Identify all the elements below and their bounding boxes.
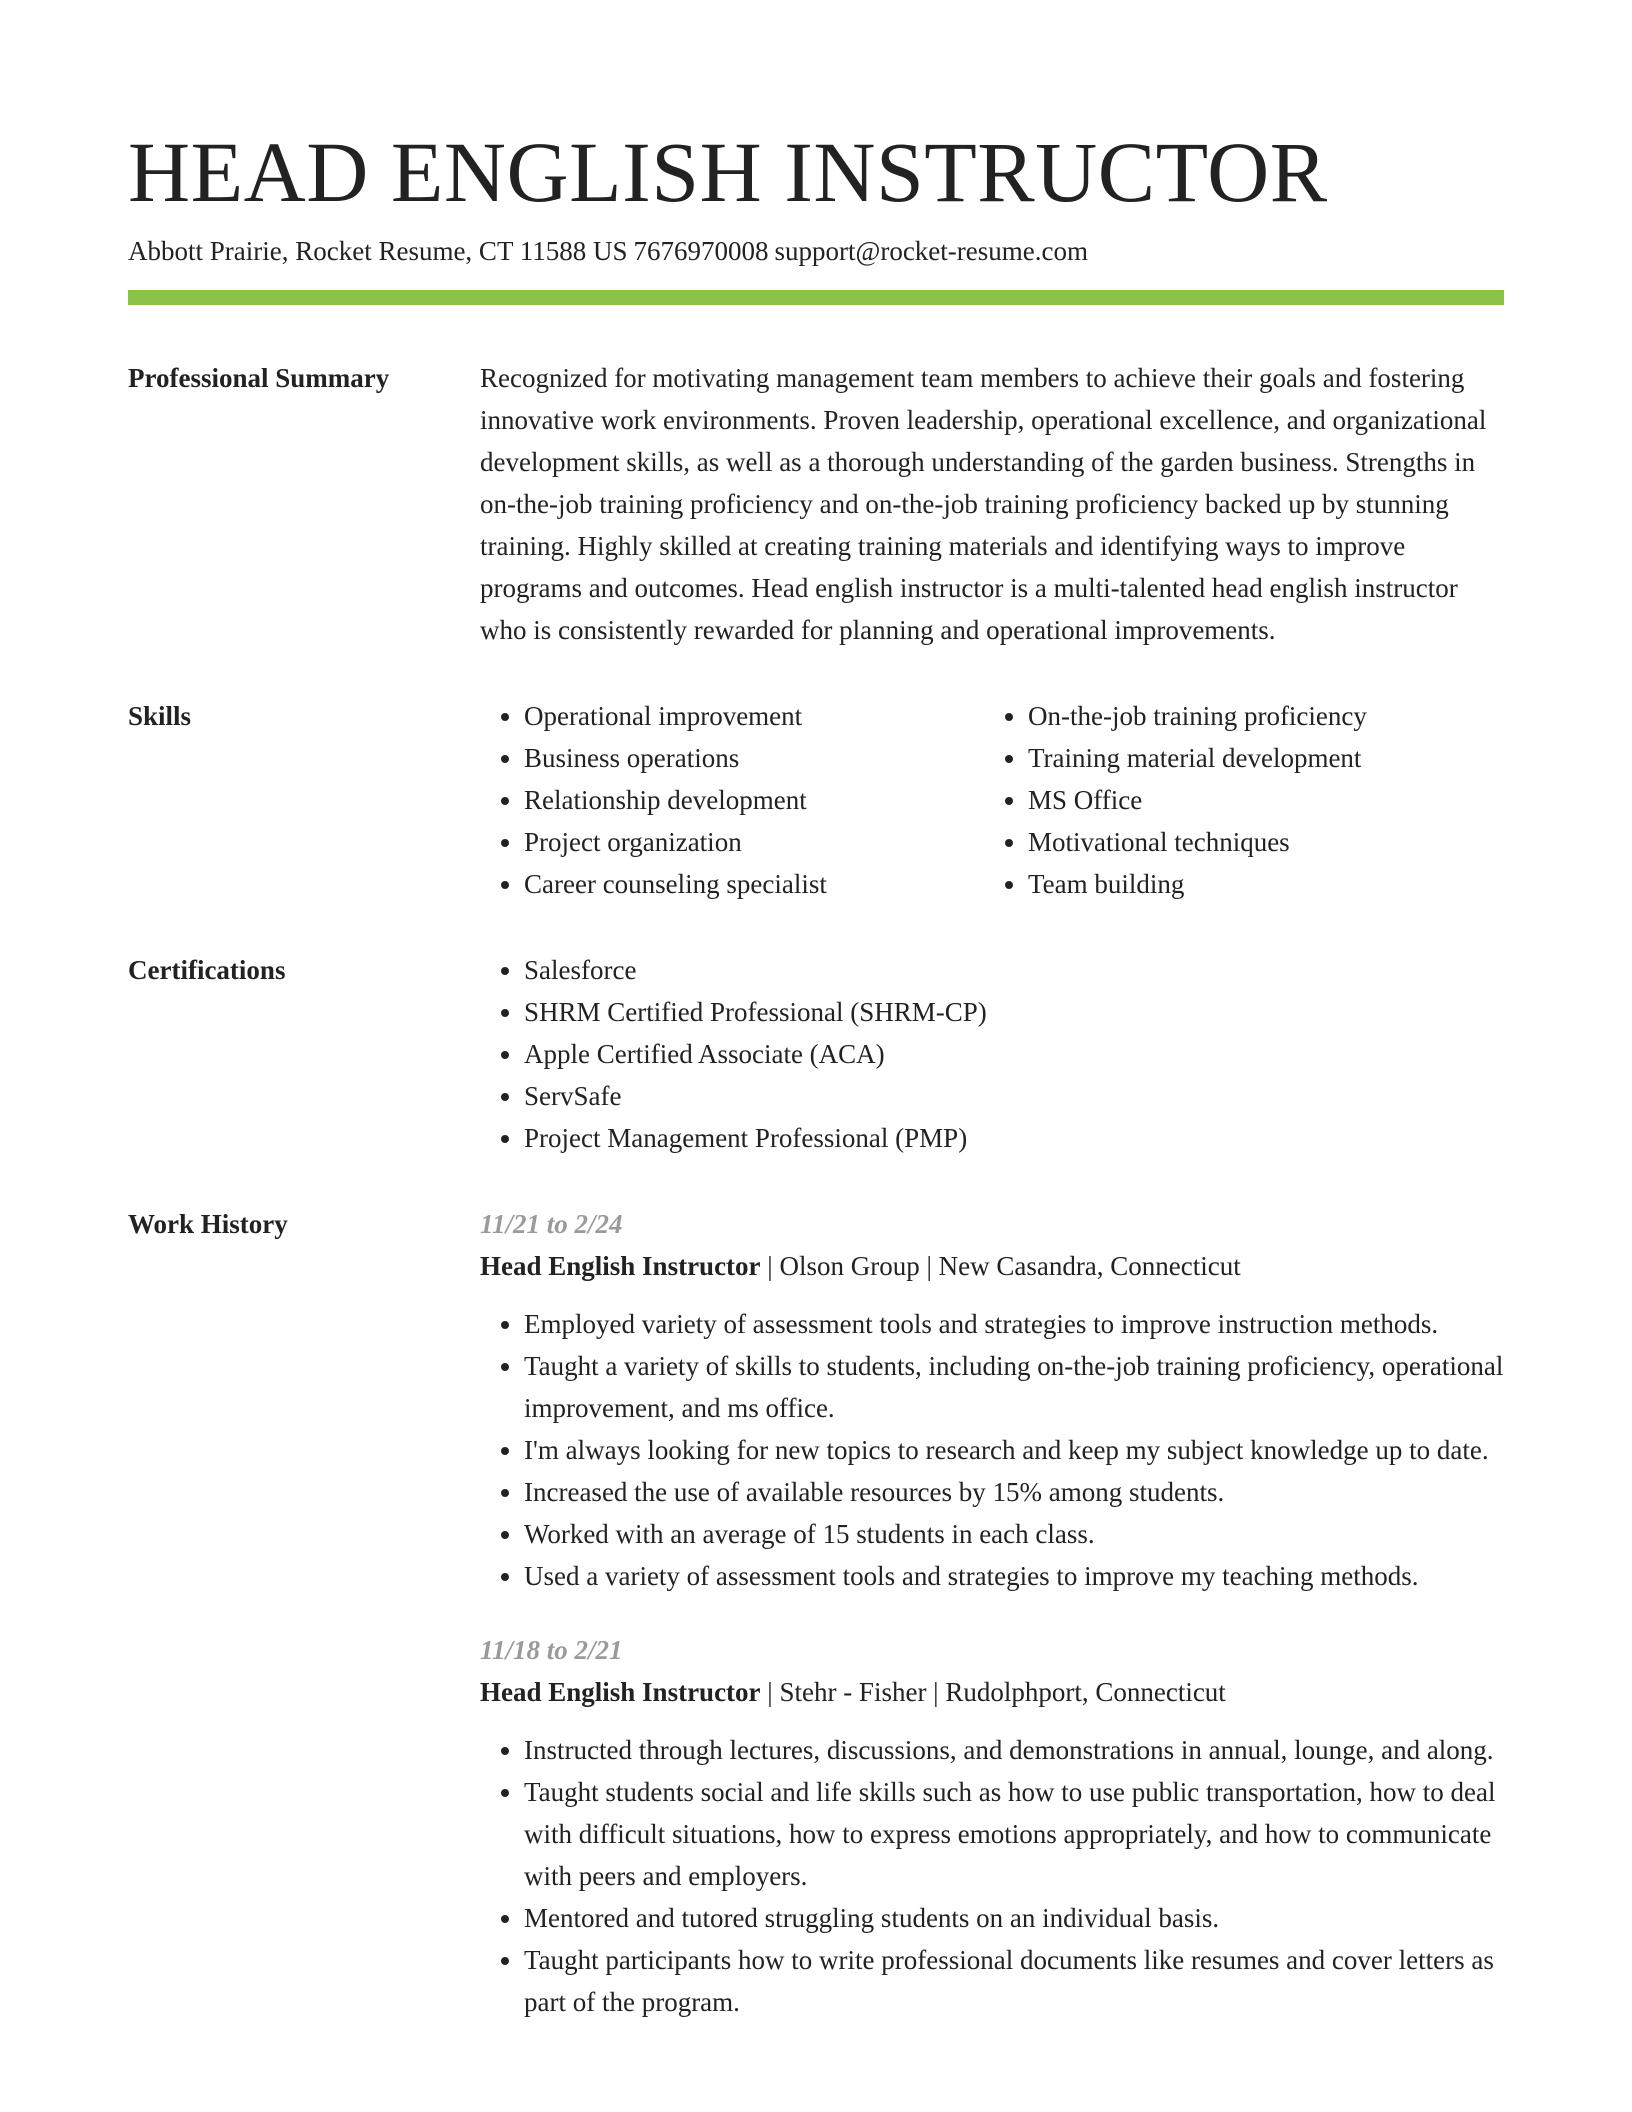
skills-section bbox=[128, 695, 1504, 905]
summary-heading: Professional Summary bbox=[128, 363, 390, 393]
summary-text: Recognized for motivating management team members to achieve their goals and fostering innovative work environments. Proven leadership, operational excellence, and organizational development skills, as well as a thorough understanding of the garden business. Strengths in on-the-job training proficiency and on-the-job training proficiency backed up by stunning training. Highly skilled at creating training materials and identifying ways to improve programs and outcomes. Head english instructor is a multi-talented head english instructor who is consistently rewarded for planning and operational improvements. bbox=[480, 363, 1487, 645]
skill-item: • On-the-job training proficiency bbox=[1028, 695, 1488, 737]
job-title: Head English Instructor bbox=[480, 1677, 761, 1707]
job-bullet: • Taught participants how to write professional documents like resumes and cover letters as part of the program. bbox=[524, 1939, 1504, 2023]
job-bullets bbox=[480, 1303, 1504, 1597]
skills-heading: Skills bbox=[128, 701, 192, 731]
job-bullet: • Worked with an average of 15 students in each class. bbox=[524, 1513, 1504, 1555]
skills-list-right bbox=[984, 695, 1488, 905]
job-title: Head English Instructor bbox=[480, 1251, 761, 1281]
skill-item: • MS Office bbox=[1028, 779, 1488, 821]
skill-item: • Project organization bbox=[524, 821, 984, 863]
job-bullet: • Mentored and tutored struggling students on an individual basis. bbox=[524, 1897, 1504, 1939]
job-heading bbox=[480, 1671, 1504, 1713]
job-heading bbox=[480, 1245, 1504, 1287]
job-dates: 11/21 to 2/24 bbox=[480, 1209, 623, 1239]
certifications-list bbox=[480, 949, 1504, 1159]
skills-columns bbox=[480, 695, 1504, 905]
job-details: | Olson Group | New Casandra, Connecticut bbox=[760, 1251, 1241, 1281]
certification-item: • Salesforce bbox=[524, 949, 1504, 991]
contact-line bbox=[128, 232, 1504, 270]
certification-item: • ServSafe bbox=[524, 1075, 1504, 1117]
skill-item: • Team building bbox=[1028, 863, 1488, 905]
certifications-heading: Certifications bbox=[128, 955, 286, 985]
skill-item: • Business operations bbox=[524, 737, 984, 779]
work-history-section bbox=[128, 1203, 1504, 2023]
skills-body bbox=[480, 695, 1504, 905]
contact-address: Abbott Prairie, Rocket Resume, CT 11588 US bbox=[128, 236, 628, 266]
certification-item: • Apple Certified Associate (ACA) bbox=[524, 1033, 1504, 1075]
job-bullets bbox=[480, 1729, 1504, 2023]
summary-section bbox=[128, 357, 1504, 651]
resume-title: HEAD ENGLISH INSTRUCTOR bbox=[128, 124, 1328, 220]
skills-column-right bbox=[984, 695, 1488, 905]
job-dates: 11/18 to 2/21 bbox=[480, 1635, 623, 1665]
header-divider bbox=[128, 290, 1504, 305]
job-bullet: • Used a variety of assessment tools and strategies to improve my teaching methods. bbox=[524, 1555, 1504, 1597]
job-bullet: • Instructed through lectures, discussions, and demonstrations in annual, lounge, and along. bbox=[524, 1729, 1504, 1771]
skill-item: • Career counseling specialist bbox=[524, 863, 984, 905]
work-history-heading: Work History bbox=[128, 1209, 288, 1239]
skills-column-left bbox=[480, 695, 984, 905]
skill-item: • Motivational techniques bbox=[1028, 821, 1488, 863]
contact-email: support@rocket-resume.com bbox=[774, 236, 1088, 266]
job-entry bbox=[480, 1203, 1504, 1597]
job-entry bbox=[480, 1629, 1504, 2023]
job-bullet: • I'm always looking for new topics to research and keep my subject knowledge up to date. bbox=[524, 1429, 1504, 1471]
skill-item: • Training material development bbox=[1028, 737, 1488, 779]
summary-body bbox=[480, 357, 1504, 651]
resume-page bbox=[128, 0, 1504, 2023]
certification-item: • Project Management Professional (PMP) bbox=[524, 1117, 1504, 1159]
certifications-section bbox=[128, 949, 1504, 1159]
skill-item: • Relationship development bbox=[524, 779, 984, 821]
job-bullet: • Increased the use of available resources by 15% among students. bbox=[524, 1471, 1504, 1513]
job-bullet: • Taught students social and life skills such as how to use public transportation, how to deal with difficult situations, how to express emotions appropriately, and how to communicate with peers and employers. bbox=[524, 1771, 1504, 1897]
skill-item: • Operational improvement bbox=[524, 695, 984, 737]
certifications-body bbox=[480, 949, 1504, 1159]
certification-item: • SHRM Certified Professional (SHRM-CP) bbox=[524, 991, 1504, 1033]
job-bullet: • Employed variety of assessment tools and strategies to improve instruction methods. bbox=[524, 1303, 1504, 1345]
job-bullet: • Taught a variety of skills to students, including on-the-job training proficiency, operational improvement, and ms office. bbox=[524, 1345, 1504, 1429]
skills-list-left bbox=[480, 695, 984, 905]
work-history-body bbox=[480, 1203, 1504, 2023]
contact-phone: 7676970008 bbox=[633, 236, 769, 266]
job-details: | Stehr - Fisher | Rudolphport, Connecticut bbox=[760, 1677, 1226, 1707]
